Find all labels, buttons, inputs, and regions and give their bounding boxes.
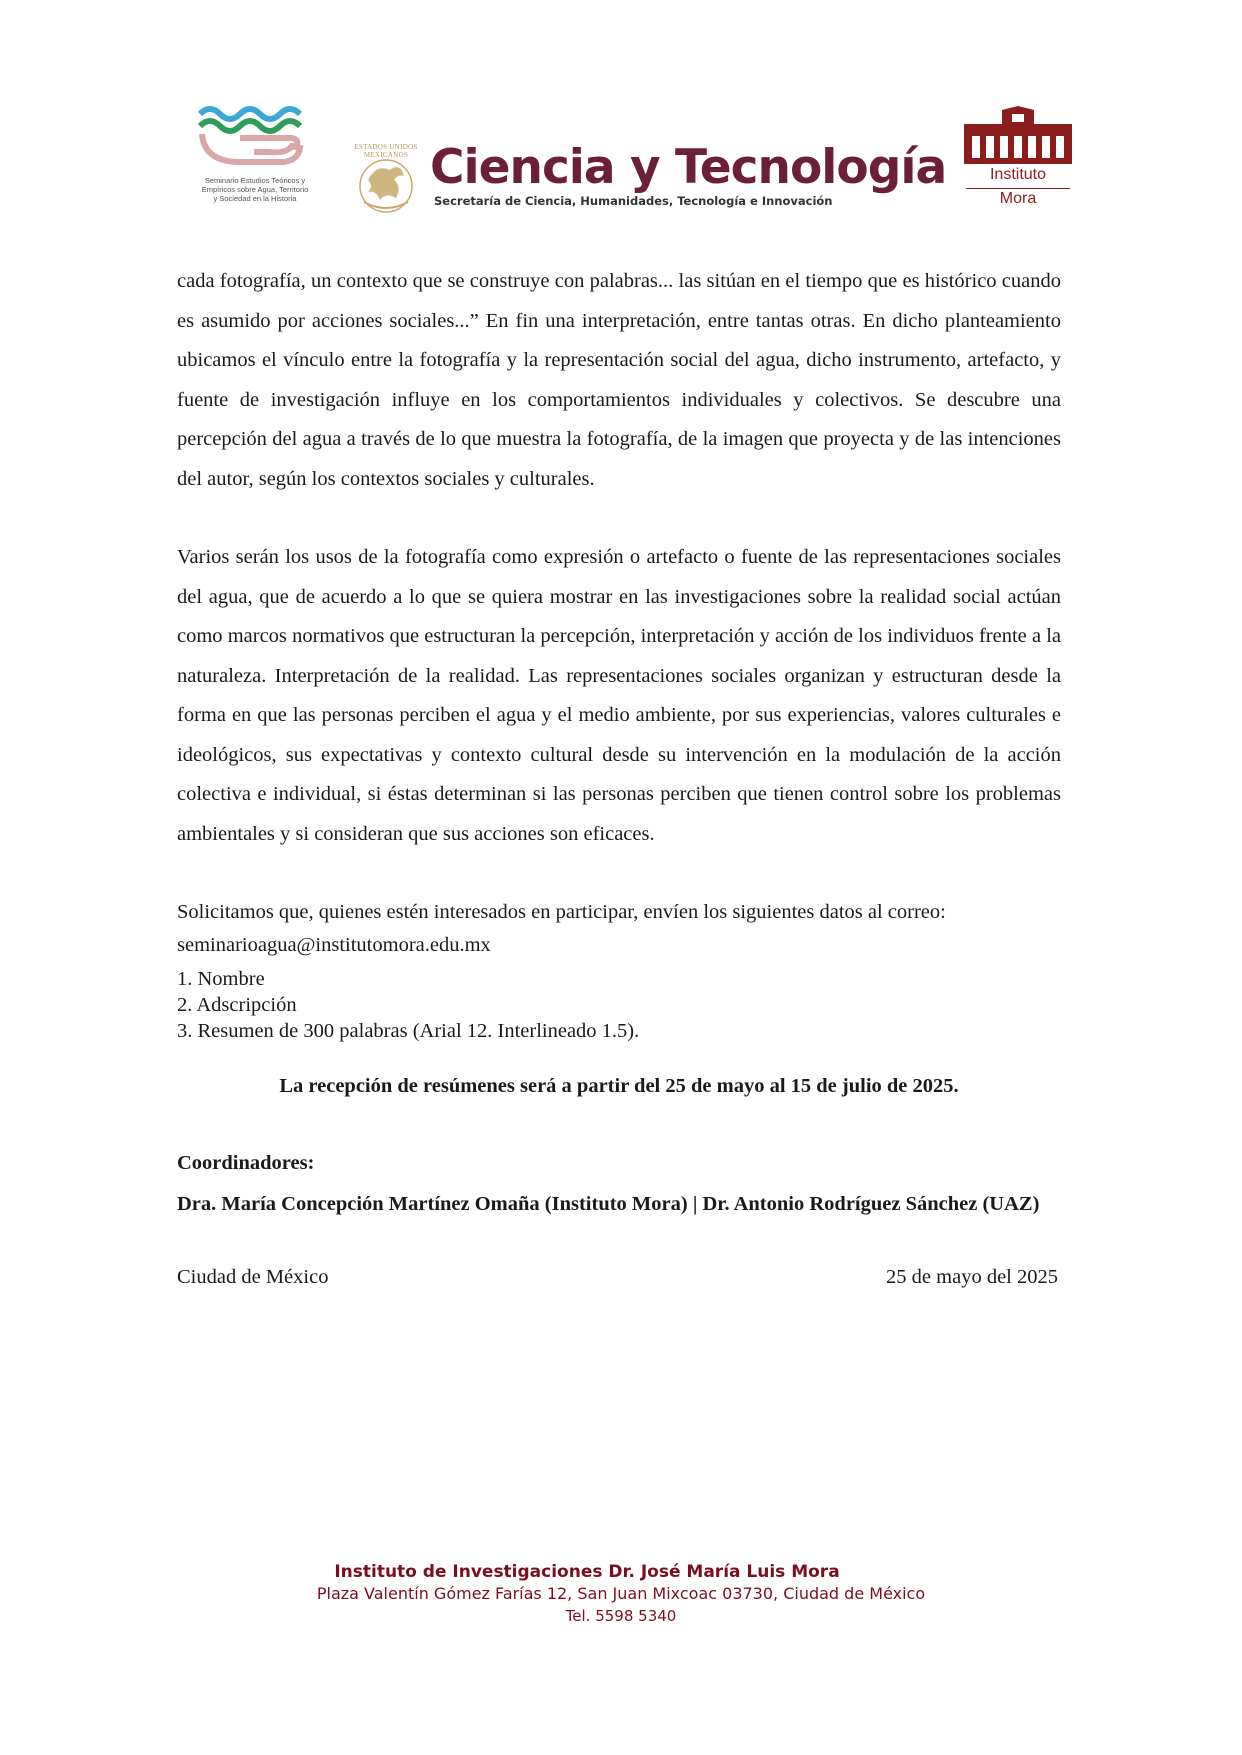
mora-logo-line1: Instituto <box>989 166 1047 183</box>
footer-institution: Instituto de Investigaciones Dr. José María Luis Mora <box>334 1562 840 1582</box>
requirements-list <box>177 966 1061 1044</box>
footer-phone: Tel. 5598 5340 <box>565 1607 677 1625</box>
coordinators-label: Coordinadores: <box>177 1152 315 1174</box>
place-date-line <box>177 1262 1061 1292</box>
place: Ciudad de México <box>177 1265 329 1288</box>
coordinators-names: Dra. María Concepción Martínez Omaña (Instituto Mora) | Dr. Antonio Rodríguez Sánchez (UAZ) <box>177 1193 1040 1215</box>
footer <box>0 1561 1242 1627</box>
ministry-title-block <box>430 140 946 208</box>
request-text: Solicitamos que, quienes estén interesados en participar, envíen los siguientes datos al correo: <box>177 901 946 923</box>
paragraph-2: Varios serán los usos de la fotografía como expresión o artefacto o fuente de las representaciones sociales del agua, que de acuerdo a lo que se quiera mostrar en las investigaciones sobre la realidad social actúan como marcos normativos que estructuran la percepción, interpretación y acción de los individuos frente a la naturaleza. Interpretación de la realidad. Las representaciones sociales organizan y estructuran desde la forma en que las personas perciben el agua y el medio ambiente, por sus experiencias, valores culturales e ideológicos, sus expectativas y contexto cultural desde su intervención en la modulación de la acción colectiva e individual, si éstas determinan si las personas perciben que tienen control sobre los problemas ambientales y si consideran que sus acciones son eficaces. <box>177 546 1061 845</box>
seminario-logo-text: Seminario Estudios Teóricos y Empíricos sobre Agua, Territorio y Sociedad en la Historia <box>201 176 309 203</box>
instituto-mora-logo <box>962 106 1074 210</box>
deadline-notice: La recepción de resúmenes será a partir del 25 de mayo al 15 de julio de 2025. <box>279 1075 959 1097</box>
building-facade-icon <box>962 106 1074 164</box>
mexico-coat-of-arms-logo: ESTADOS UNIDOS MEXICANOS <box>350 140 422 220</box>
paragraph-spacer <box>177 854 1061 893</box>
mora-logo-line2: Mora <box>999 190 1037 207</box>
paragraph-spacer <box>177 499 1061 538</box>
seminario-logo <box>190 104 320 212</box>
letterhead <box>0 0 1242 230</box>
footer-address: Plaza Valentín Gómez Farías 12, San Juan Mixcoac 03730, Ciudad de México <box>316 1584 926 1603</box>
ministry-title: Ciencia y Tecnología <box>430 140 947 195</box>
ministry-subtitle: Secretaría de Ciencia, Humanidades, Tecnología e Innovación <box>434 194 833 208</box>
document-body <box>177 262 1061 1292</box>
mora-logo-divider <box>966 188 1070 189</box>
list-item: 2. Adscripción <box>177 994 297 1016</box>
contact-email[interactable]: seminarioagua@institutomora.edu.mx <box>177 934 491 956</box>
water-hand-icon <box>196 104 314 174</box>
list-item: 1. Nombre <box>177 968 265 990</box>
list-item: 3. Resumen de 300 palabras (Arial 12. Interlineado 1.5). <box>177 1020 640 1042</box>
date: 25 de mayo del 2025 <box>886 1265 1058 1288</box>
paragraph-1: cada fotografía, un contexto que se construye con palabras... las sitúan en el tiempo que es histórico cuando es asumido por acciones sociales...” En fin una interpretación, entre tantas otras. En dicho planteamiento ubicamos el vínculo entre la fotografía y la representación social del agua, dicho instrumento, artefacto, y fuente de investigación influye en los comportamientos individuales y colectivos. Se descubre una percepción del agua a través de lo que muestra la fotografía, de la imagen que proyecta y de las intenciones del autor, según los contextos sociales y culturales. <box>177 270 1061 490</box>
